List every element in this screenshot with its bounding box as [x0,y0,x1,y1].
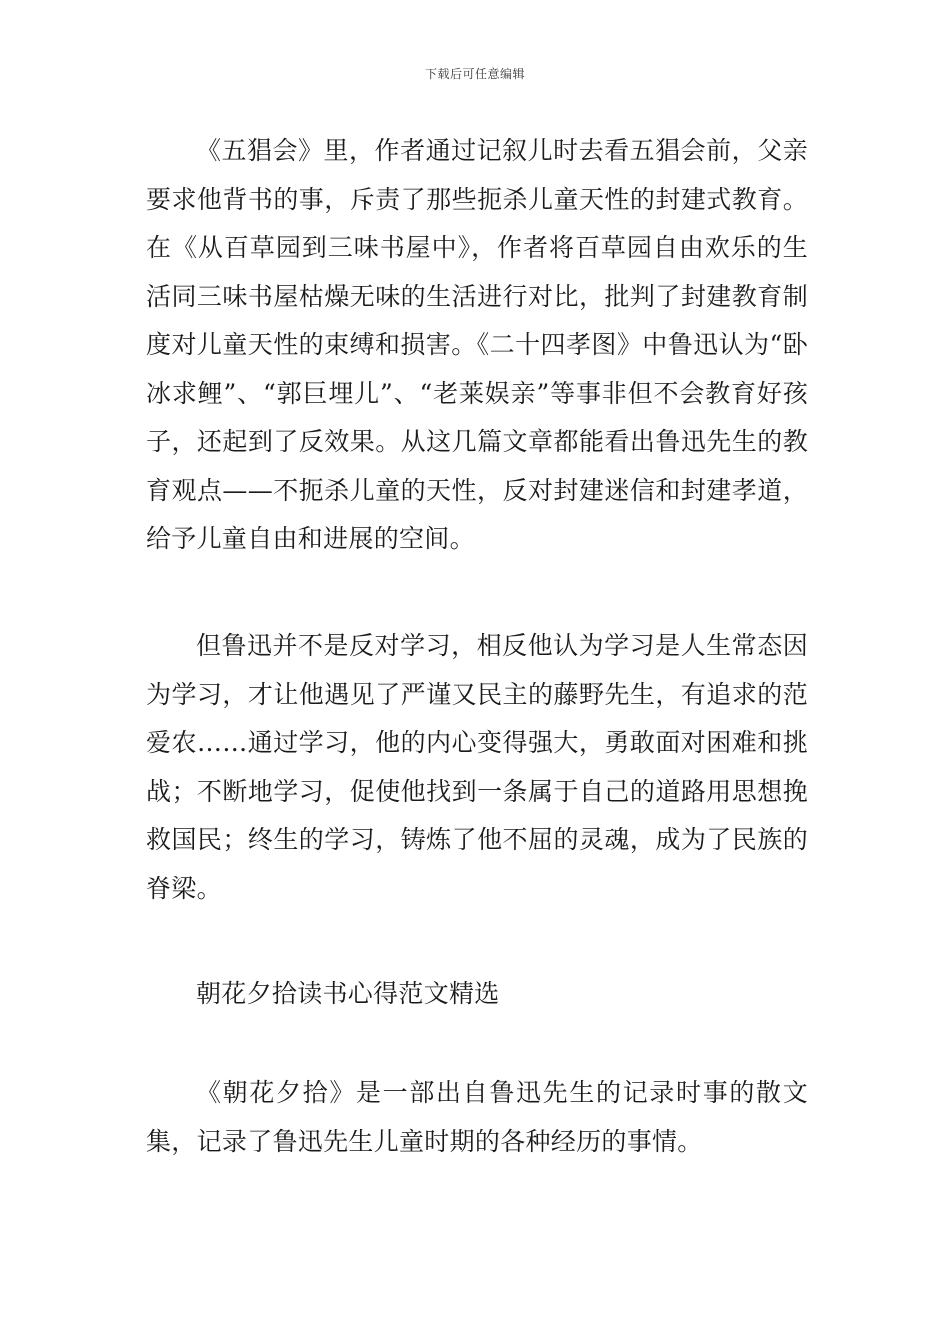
body-paragraph: 《朝花夕拾》是一部出自鲁迅先生的记录时事的散文集，记录了鲁迅先生儿童时期的各种经历的事情。 [146,1078,808,1156]
body-paragraph: 《五猖会》里，作者通过记叙儿时去看五猖会前，父亲要求他背书的事，斥责了那些扼杀儿童天性的封建式教育。在《从百草园到三味书屋中》，作者将百草园自由欢乐的生活同三味书屋枯燥无味的生活进行对比，批判了封建教育制度对儿童天性的束缚和损害。《二十四孝图》中鲁迅认为“卧冰求鲤”、“郭巨埋儿”、“老莱娱亲”等事非但不会教育好孩子，还起到了反效果。从这几篇文章都能看出鲁迅先生的教育观点——不扼杀儿童的天性，反对封建迷信和封建孝道，给予儿童自由和进展的空间。 [146,136,808,553]
body-paragraph: 但鲁迅并不是反对学习，相反他认为学习是人生常态因为学习，才让他遇见了严谨又民主的藤野先生，有追求的范爱农……通过学习，他的内心变得强大，勇敢面对困难和挑战；不断地学习，促使他找到一条属于自己的道路用思想挽救国民；终生的学习，铸炼了他不屈的灵魂，成为了民族的脊梁。 [146,631,808,903]
section-heading: 朝花夕拾读书心得范文精选 [196,979,500,1008]
page-header: 下载后可任意编辑 [424,67,525,81]
